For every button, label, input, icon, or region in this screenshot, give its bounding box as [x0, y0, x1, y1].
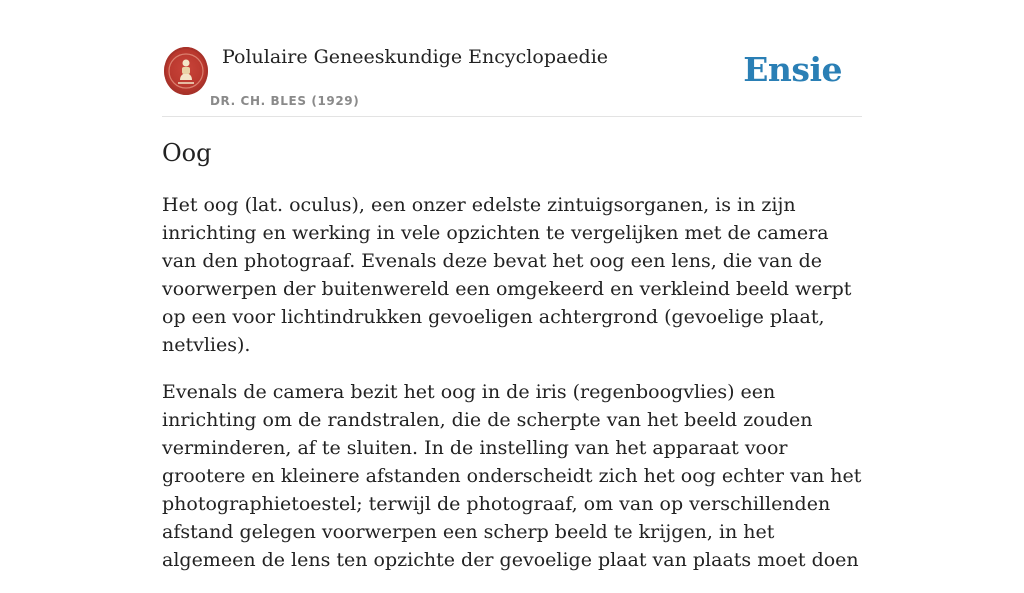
article-paragraph: Het oog (lat. oculus), een onzer edelste zintuigsorganen, is in zijn inrichting en werking in vele opzichten te vergelijken met de camera van den photograaf. Evenals deze bevat het oog een lens, die van de voorwerpen der buitenwereld een omgekeerd en verkleind beeld werpt op een voor lichtindrukken gevoeligen achtergrond (gevoelige plaat, netvlies). [162, 194, 852, 356]
encyclopedia-author-year: DR. CH. BLES (1929) [210, 94, 360, 108]
encyclopedia-logo-icon[interactable] [164, 47, 208, 95]
encyclopedia-title[interactable]: Polulaire Geneeskundige Encyclopaedie [222, 46, 609, 68]
ensie-brand-logo[interactable]: Ensie [743, 50, 842, 89]
article-paragraph: Evenals de camera bezit het oog in de iris (regenboogvlies) een inrichting om de randstralen, die de scherpte van het beeld zouden verminderen, af te sluiten. In de instelling van het apparaat voor grootere en kleinere afstanden onderscheidt zich het oog echter van het photographietoestel; terwijl de photograaf, om van op verschillenden afstand gelegen voorwerpen een scherp beeld te krijgen, in het algemeen de lens ten opzichte der gevoelige plaat van plaats moet doen [162, 381, 862, 571]
seal-emblem-icon [164, 47, 208, 95]
article-title: Oog [162, 139, 212, 167]
site-header [162, 40, 862, 117]
article-body [162, 191, 862, 593]
